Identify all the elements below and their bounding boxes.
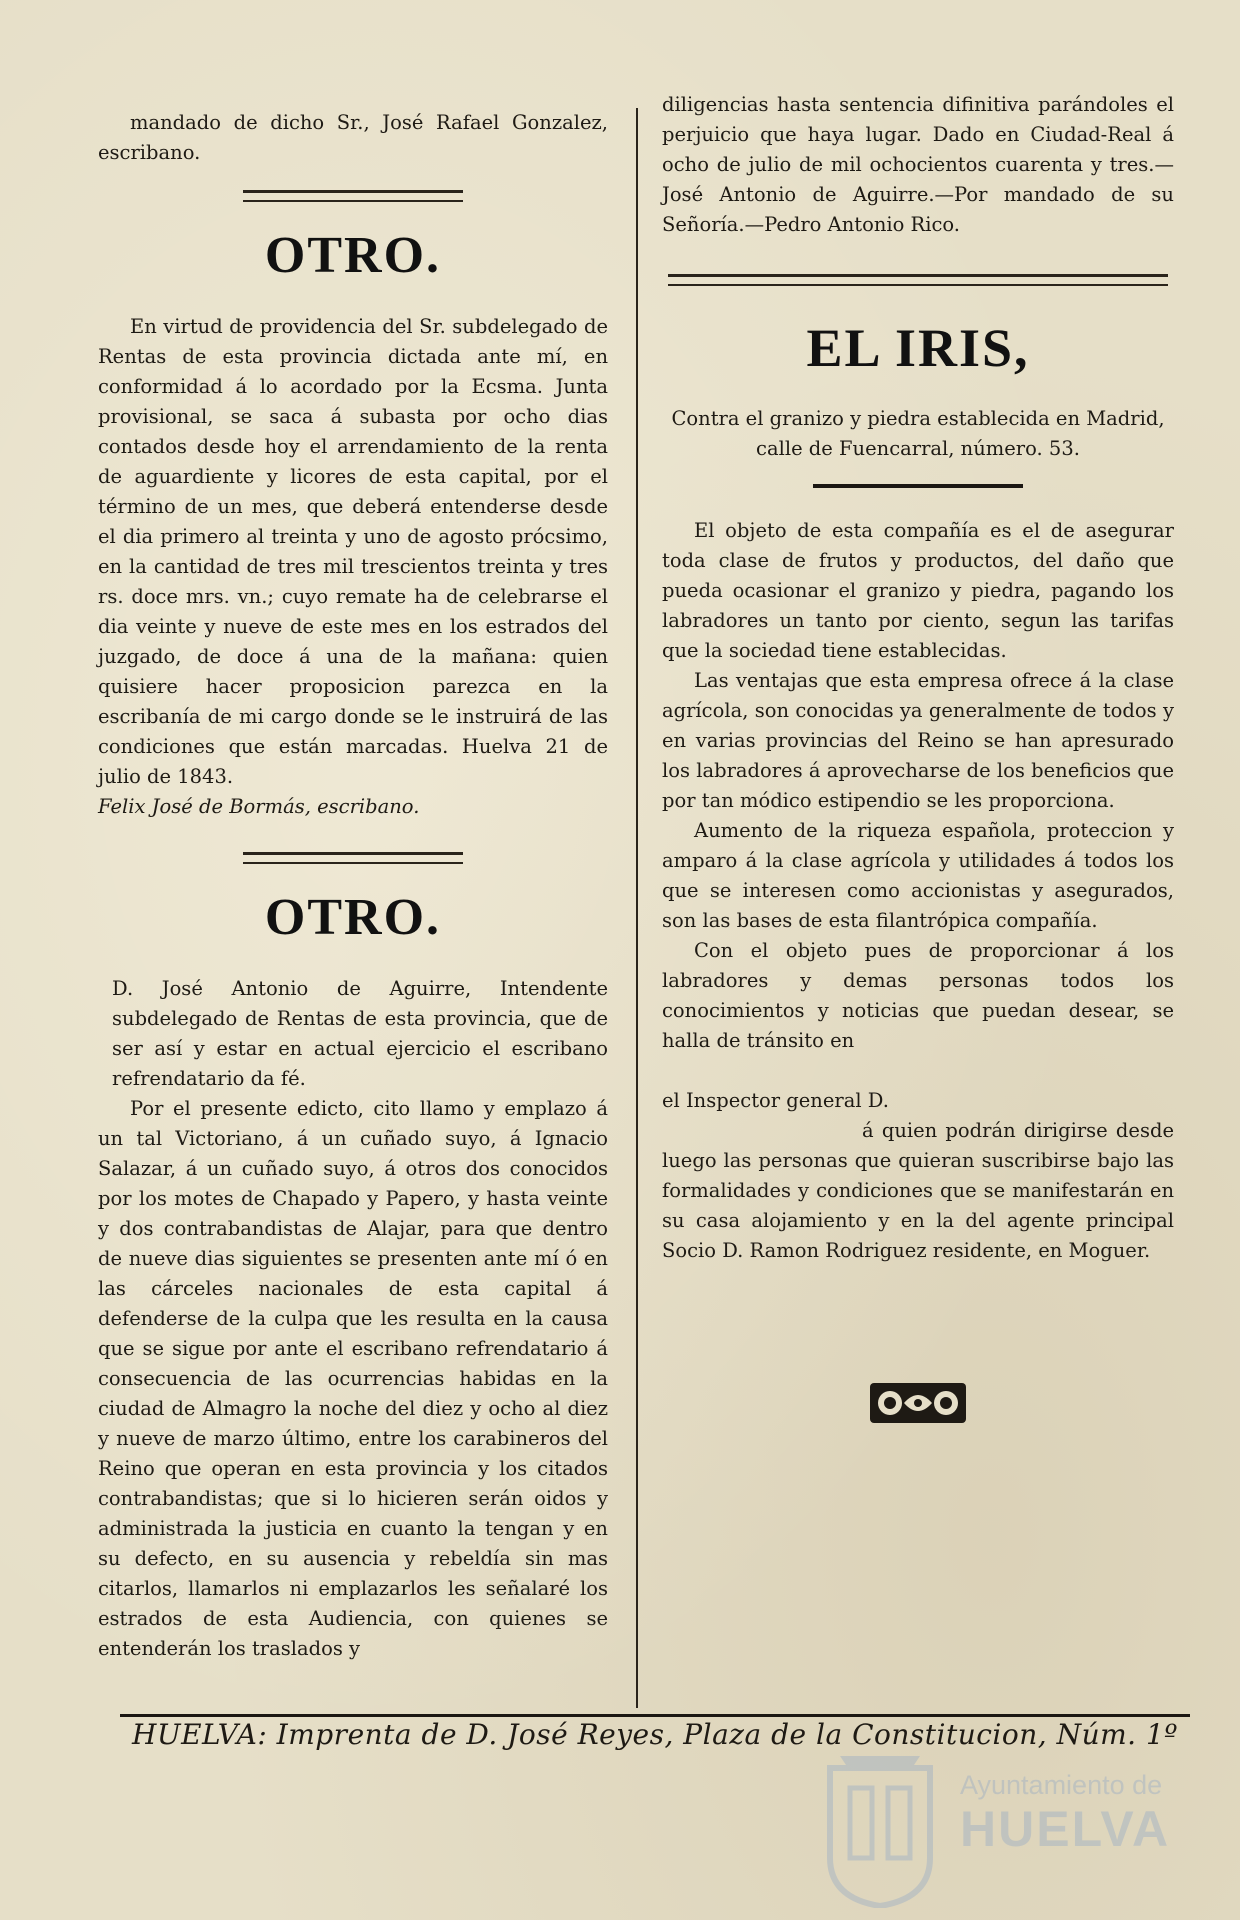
section2-heading: OTRO.: [264, 889, 442, 946]
right-column: [662, 90, 1174, 1425]
watermark-label: Ayuntamiento de: [960, 1770, 1163, 1800]
section-divider: [243, 190, 463, 202]
iris-subheading: Contra el granizo y piedra establecida en Madrid, calle de Fuencarral, número. 53.: [671, 407, 1165, 460]
ornament-icon: [868, 1381, 968, 1425]
shield-icon: [820, 1748, 940, 1908]
section1-heading: OTRO.: [264, 227, 442, 284]
section1-body: En virtud de providencia del Sr. subdelegado de Rentas de esta provincia dictada ante mí, en conformidad á lo acordado por la Ecsma. Junta provisional, se saca á subasta por ocho dias contados desde hoy el arrendamiento de la renta de aguardiente y licores de esta capital, por el término de un mes, que deberá entenderse desde el dia primero al treinta y uno de agosto prócsimo, en la cantidad de tres mil trescientos treinta y tres rs. doce mrs. vn.; cuyo remate ha de celebrarse el dia veinte y nueve de este mes en los estrados del juzgado, de doce á una de la mañana: quien quisiere hacer proposicion parezca en la escribanía de mi cargo donde se le instruirá de las condiciones que están marcadas. Huelva 21 de julio de 1843.: [98, 315, 608, 788]
left-column: [98, 108, 608, 1664]
section2-body: Por el presente edicto, cito llamo y emplazo á un tal Victoriano, á un cuñado suyo, á Ignacio Salazar, á un cuñado suyo, á otros dos conocidos por los motes de Chapado y Papero, y hasta veinte y dos contrabandistas de Alajar, para que dentro de nueve dias siguientes se presenten ante mí ó en las cárceles nacionales de esta capital á defenderse de la culpa que les resulta en la causa que se sigue por ante el escribano refrendatario á consecuencia de las ocurrencias habidas en la ciudad de Almagro la noche del diez y ocho al diez y nueve de marzo último, entre los carabineros del Reino que operan en esta provincia y los citados contrabandistas; que si lo hicieren serán oidos y administrada la justicia en cuanto la tengan y en su defecto, en su ausencia y rebeldía sin mas citarlos, llamarlos ni emplazarlos les señalaré los estrados de esta Audiencia, con quienes se entenderán los traslados y: [98, 1097, 608, 1660]
iris-paragraph: Con el objeto pues de proporcionar á los labradores y demas personas todos los conocimientos y noticias que puedan desear, se halla de tránsito en: [662, 939, 1174, 1052]
city-watermark: [820, 1748, 1180, 1918]
iris-paragraph: Aumento de la riqueza española, proteccion y amparo á la clase agrícola y utilidades á todos los que se interesen como accionistas y asegurados, son las bases de esta filantrópica compañía.: [662, 819, 1174, 932]
section-divider: [668, 274, 1168, 286]
left-intro-text: mandado de dicho Sr., José Rafael Gonzalez, escribano.: [98, 111, 608, 164]
inspector-line: el Inspector general D.: [662, 1089, 889, 1112]
imprint-footer: HUELVA: Imprenta de D. José Reyes, Plaza de la Constitucion, Núm. 1º: [132, 1718, 1178, 1751]
iris-rule: [813, 484, 1023, 488]
iris-paragraph: El objeto de esta compañía es el de asegurar toda clase de frutos y productos, del daño que pueda ocasionar el granizo y piedra, pagando los labradores un tanto por ciento, segun las tarifas que la sociedad tiene establecidas.: [662, 519, 1174, 662]
section2-intro: D. José Antonio de Aguirre, Intendente subdelegado de Rentas de esta provincia, que de ser así y estar en actual ejercicio el escribano refrendatario da fé.: [112, 977, 608, 1090]
right-continuation-text: diligencias hasta sentencia difinitiva parándoles el perjuicio que haya lugar. Dado en Ciudad-Real á ocho de julio de mil ochocientos cuarenta y tres.—José Antonio de Aguirre.—Por mandado de su Señoría.—Pedro Antonio Rico.: [662, 93, 1174, 236]
section1-signature: Felix José de Bormás, escribano.: [98, 795, 420, 818]
footer-rule: [120, 1714, 1190, 1717]
section-divider: [243, 852, 463, 864]
column-divider: [636, 108, 638, 1708]
iris-closing: á quien podrán dirigirse desde luego las personas que quieran suscribirse bajo las formalidades y condiciones que se manifestarán en su casa alojamiento y en la del agente principal Socio D. Ramon Rodriguez residente, en Moguer.: [662, 1119, 1174, 1262]
watermark-city: HUELVA: [960, 1801, 1171, 1857]
iris-heading: EL IRIS,: [806, 318, 1030, 378]
iris-paragraph: Las ventajas que esta empresa ofrece á la clase agrícola, son conocidas ya generalmente de todos y en varias provincias del Reino se han apresurado los labradores á aprovecharse de los beneficios que por tan módico estipendio se les proporciona.: [662, 669, 1174, 812]
